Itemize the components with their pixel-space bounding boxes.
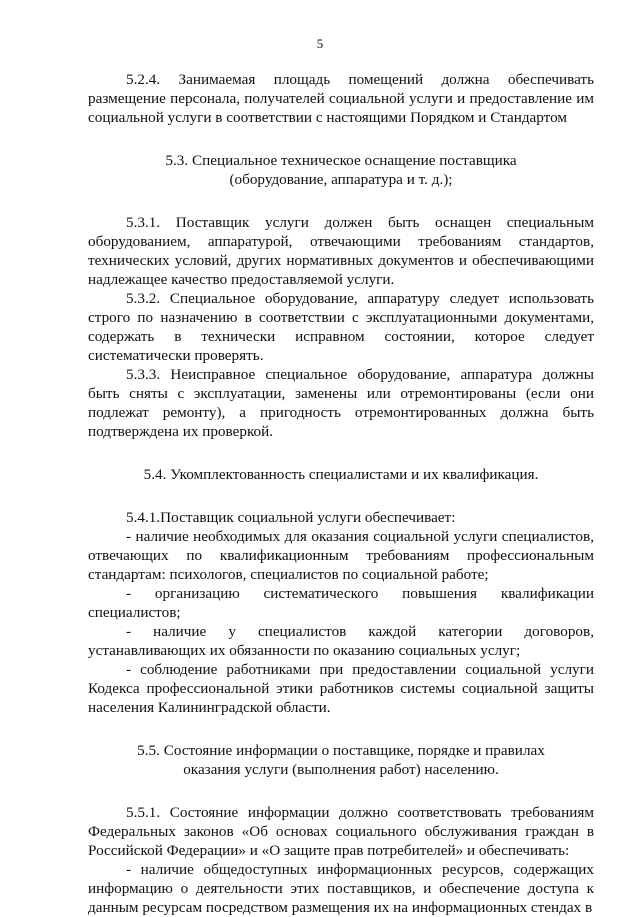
section-heading-5-5-line1: 5.5. Состояние информации о поставщике, порядке и правилах bbox=[137, 742, 545, 759]
spacer bbox=[88, 779, 594, 803]
spacer bbox=[88, 189, 594, 213]
paragraph-5-3-2: 5.3.2. Специальное оборудование, аппаратуру следует использовать строго по назначению в соответствии с эксплуатационными документами, содержать в технически исправном состоянии, которое следует систематически проверять. bbox=[88, 290, 594, 364]
spacer bbox=[88, 127, 594, 151]
section-heading-5-5-line2: оказания услуги (выполнения работ) населению. bbox=[183, 761, 499, 778]
document-body bbox=[88, 70, 594, 917]
list-item-specialists: - наличие необходимых для оказания социальной услуги специалистов, отвечающих по квалификационным требованиям профессиональным стандартам: психологов, специалистов по социальной работе; bbox=[88, 528, 594, 583]
list-item-contracts: - наличие у специалистов каждой категории договоров, устанавливающих их обязанности по оказанию социальных услуг; bbox=[88, 623, 594, 659]
section-heading-5-4: 5.4. Укомплектованность специалистами и их квалификация. bbox=[143, 466, 539, 483]
list-item-information-resources: - наличие общедоступных информационных ресурсов, содержащих информацию о деятельности этих поставщиков, и обеспечение доступа к данным ресурсам посредством размещения их на информационных стендах в bbox=[88, 861, 594, 916]
page-number: 5 bbox=[316, 36, 324, 51]
spacer bbox=[88, 717, 594, 741]
list-item-qualification: - организацию систематического повышения квалификации специалистов; bbox=[88, 585, 594, 621]
paragraph-5-3-1: 5.3.1. Поставщик услуги должен быть оснащен специальным оборудованием, аппаратурой, отвечающими требованиям стандартов, технических условий, других нормативных документов и обеспечивающими надлежащее качество предоставляемой услуги. bbox=[88, 214, 594, 288]
section-heading-5-3-line2: (оборудование, аппаратура и т. д.); bbox=[229, 171, 453, 188]
spacer bbox=[88, 484, 594, 508]
paragraph-5-4-1: 5.4.1.Поставщик социальной услуги обеспечивает: bbox=[126, 509, 456, 526]
section-heading-5-3-line1: 5.3. Специальное техническое оснащение поставщика bbox=[165, 152, 517, 169]
spacer bbox=[88, 441, 594, 465]
list-item-ethics: - соблюдение работниками при предоставлении социальной услуги Кодекса профессиональной этики работников системы социальной защиты населения Калининградской области. bbox=[88, 661, 594, 716]
paragraph-5-5-1: 5.5.1. Состояние информации должно соответствовать требованиям Федеральных законов «Об основах социального обслуживания граждан в Российской Федерации» и «О защите прав потребителей» и обеспечивать: bbox=[88, 804, 594, 859]
paragraph-5-2-4: 5.2.4. Занимаемая площадь помещений должна обеспечивать размещение персонала, получателей социальной услуги и предоставление им социальной услуги в соответствии с настоящими Порядком и Стандартом bbox=[88, 71, 594, 126]
paragraph-5-3-3: 5.3.3. Неисправное специальное оборудование, аппаратура должны быть сняты с эксплуатации, заменены или отремонтированы (если они подлежат ремонту), а пригодность отремонтированных должна быть подтверждена их проверкой. bbox=[88, 366, 594, 440]
